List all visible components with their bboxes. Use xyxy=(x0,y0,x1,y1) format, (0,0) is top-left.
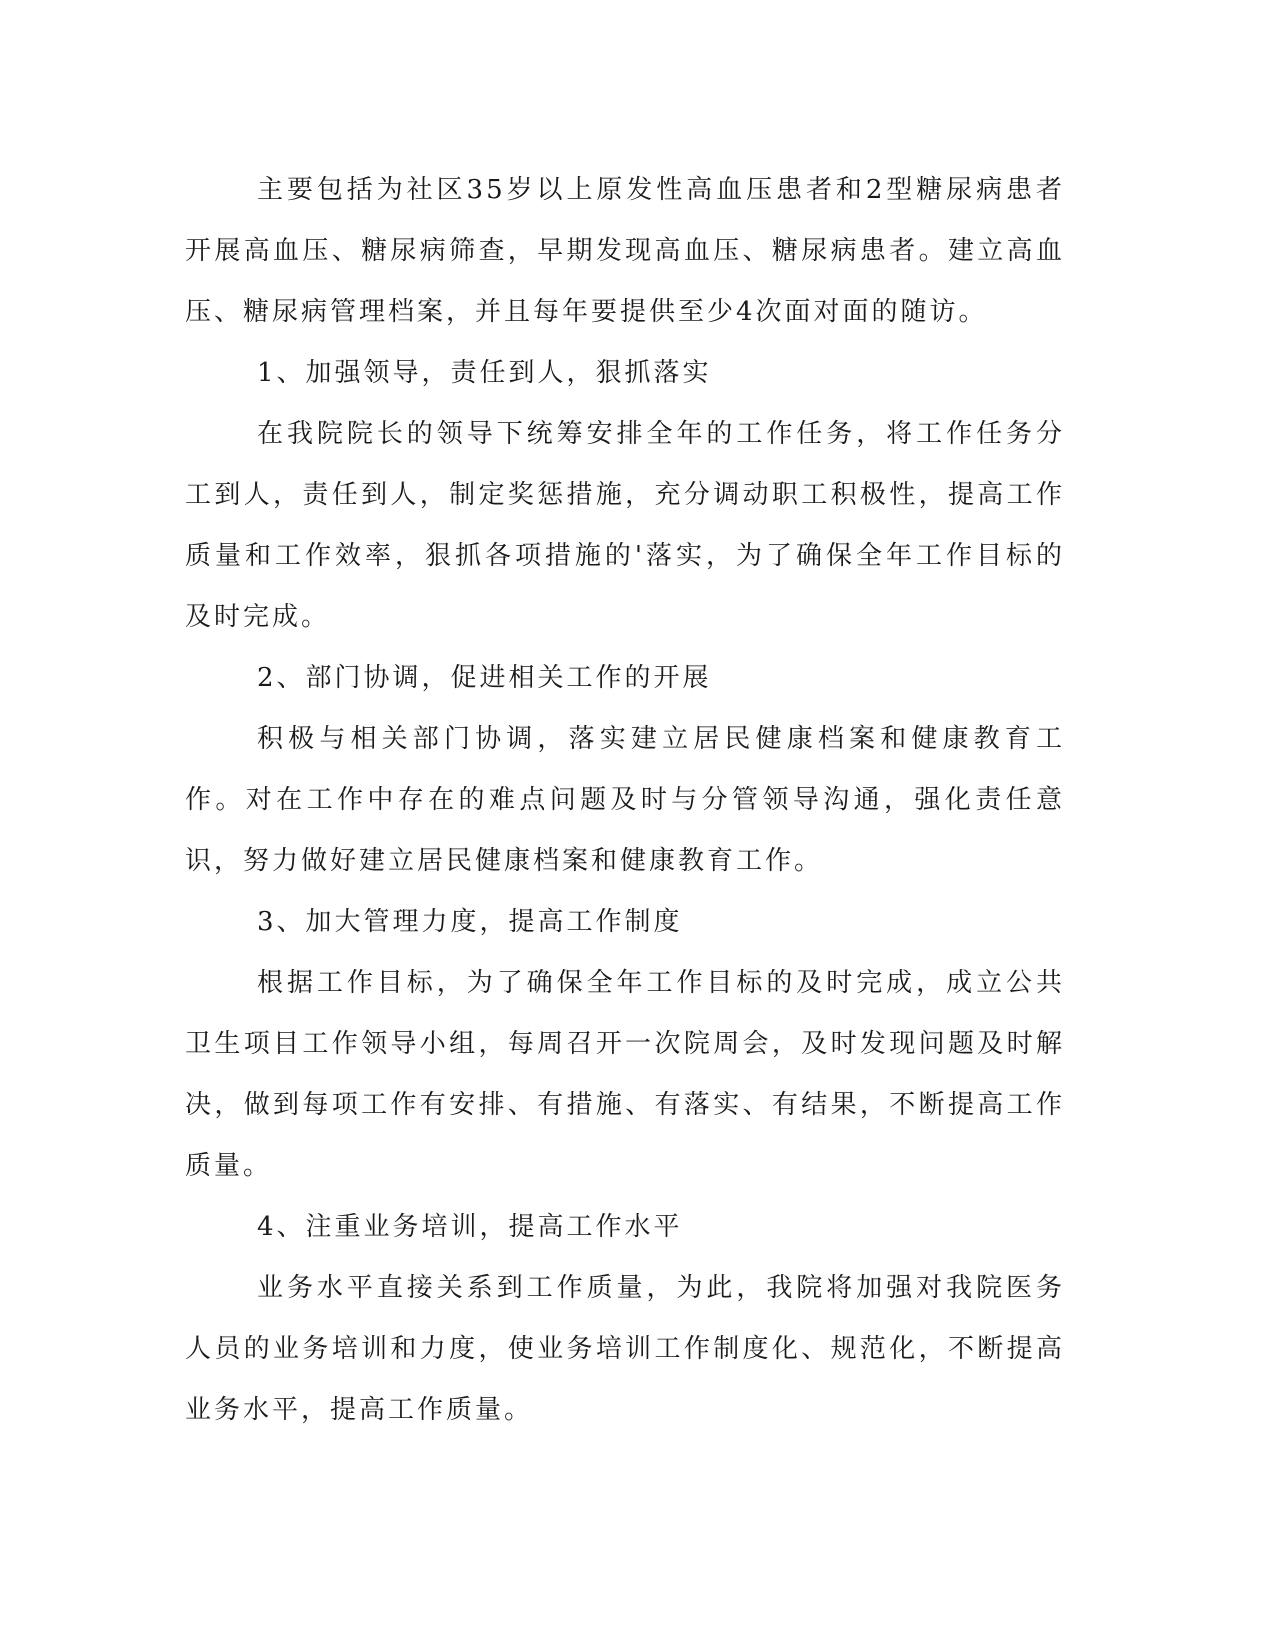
paragraph-section-4: 业务水平直接关系到工作质量，为此，我院将加强对我院医务人员的业务培训和力度，使业务培训工作制度化、规范化，不断提高业务水平，提高工作质量。 xyxy=(185,1273,1065,1425)
paragraph-section-3: 根据工作目标，为了确保全年工作目标的及时完成，成立公共卫生项目工作领导小组，每周召开一次院周会，及时发现问题及时解决，做到每项工作有安排、有措施、有落实、有结果，不断提高工作质量。 xyxy=(185,968,1065,1181)
section-heading-1: 1、加强领导，责任到人，狠抓落实 xyxy=(257,358,712,388)
paragraph-intro: 主要包括为社区35岁以上原发性高血压患者和2型糖尿病患者开展高血压、糖尿病筛查，早期发现高血压、糖尿病患者。建立高血压、糖尿病管理档案，并且每年要提供至少4次面对面的随访。 xyxy=(185,175,1065,327)
section-heading-2: 2、部门协调，促进相关工作的开展 xyxy=(257,663,712,693)
document-body xyxy=(185,160,1065,1441)
paragraph-section-2: 积极与相关部门协调，落实建立居民健康档案和健康教育工作。对在工作中存在的难点问题及时与分管领导沟通，强化责任意识，努力做好建立居民健康档案和健康教育工作。 xyxy=(185,724,1065,876)
section-heading-3: 3、加大管理力度，提高工作制度 xyxy=(257,907,683,937)
section-heading-4: 4、注重业务培训，提高工作水平 xyxy=(257,1212,683,1242)
paragraph-section-1: 在我院院长的领导下统筹安排全年的工作任务，将工作任务分工到人，责任到人，制定奖惩措施，充分调动职工积极性，提高工作质量和工作效率，狠抓各项措施的'落实，为了确保全年工作目标的及时完成。 xyxy=(185,419,1065,632)
